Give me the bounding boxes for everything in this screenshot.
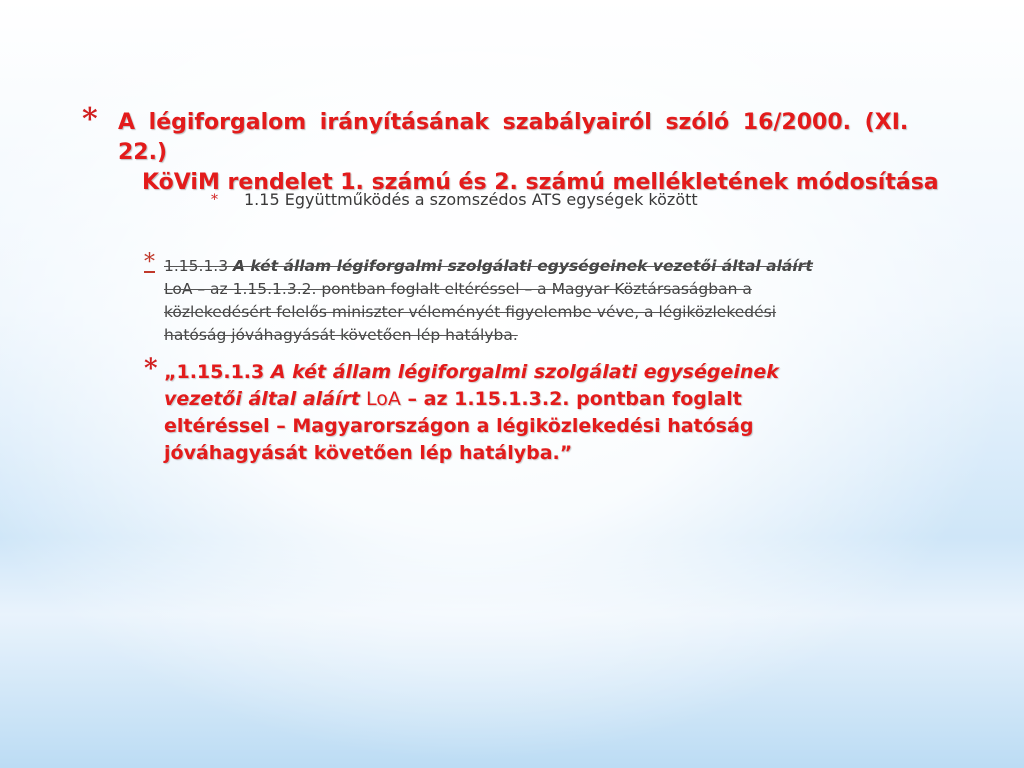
old-text-italic: A két állam légiforgalmi szolgálati egységeinek vezetői által aláírt <box>233 257 813 275</box>
title-line-1: A légiforgalom irányításának szabályairól szóló 16/2000. (XI. 22.) <box>118 110 909 165</box>
old-text-rest: LoA – az 1.15.1.3.2. pontban foglalt eltéréssel – a Magyar Köztársaságban a közlekedésért felelős miniszter véleményét figyelembe véve, a légiközlekedési hatóság jóváhagyását követően lép hatályba. <box>164 280 777 344</box>
title-bullet-icon: * <box>82 102 98 137</box>
subheading: 1.15 Együttműködés a szomszédos ATS egységek között <box>244 190 698 209</box>
new-text-italic: A két állam légiforgalmi szolgálati egységeinek vezetői által aláírt <box>164 361 779 410</box>
slide-title <box>118 108 948 198</box>
new-text-number: „1.15.1.3 <box>164 361 271 383</box>
old-text-number: 1.15.1.3 <box>164 257 234 275</box>
old-text-paragraph <box>164 255 824 347</box>
subheading-bullet-icon: * <box>211 192 218 208</box>
new-text-loa: LoA <box>359 388 401 410</box>
new-text-bullet-icon: * <box>144 354 158 384</box>
new-text-paragraph <box>164 359 804 467</box>
new-text-rest: – az 1.15.1.3.2. pontban foglalt eltéréssel – Magyarországon a légiközlekedési hatóság jóváhagyását követően lép hatályba.” <box>164 388 754 464</box>
title-line-2: KöViM rendelet 1. számú és 2. számú mellékletének módosítása <box>142 170 939 195</box>
old-text-bullet-icon: * <box>144 250 155 275</box>
